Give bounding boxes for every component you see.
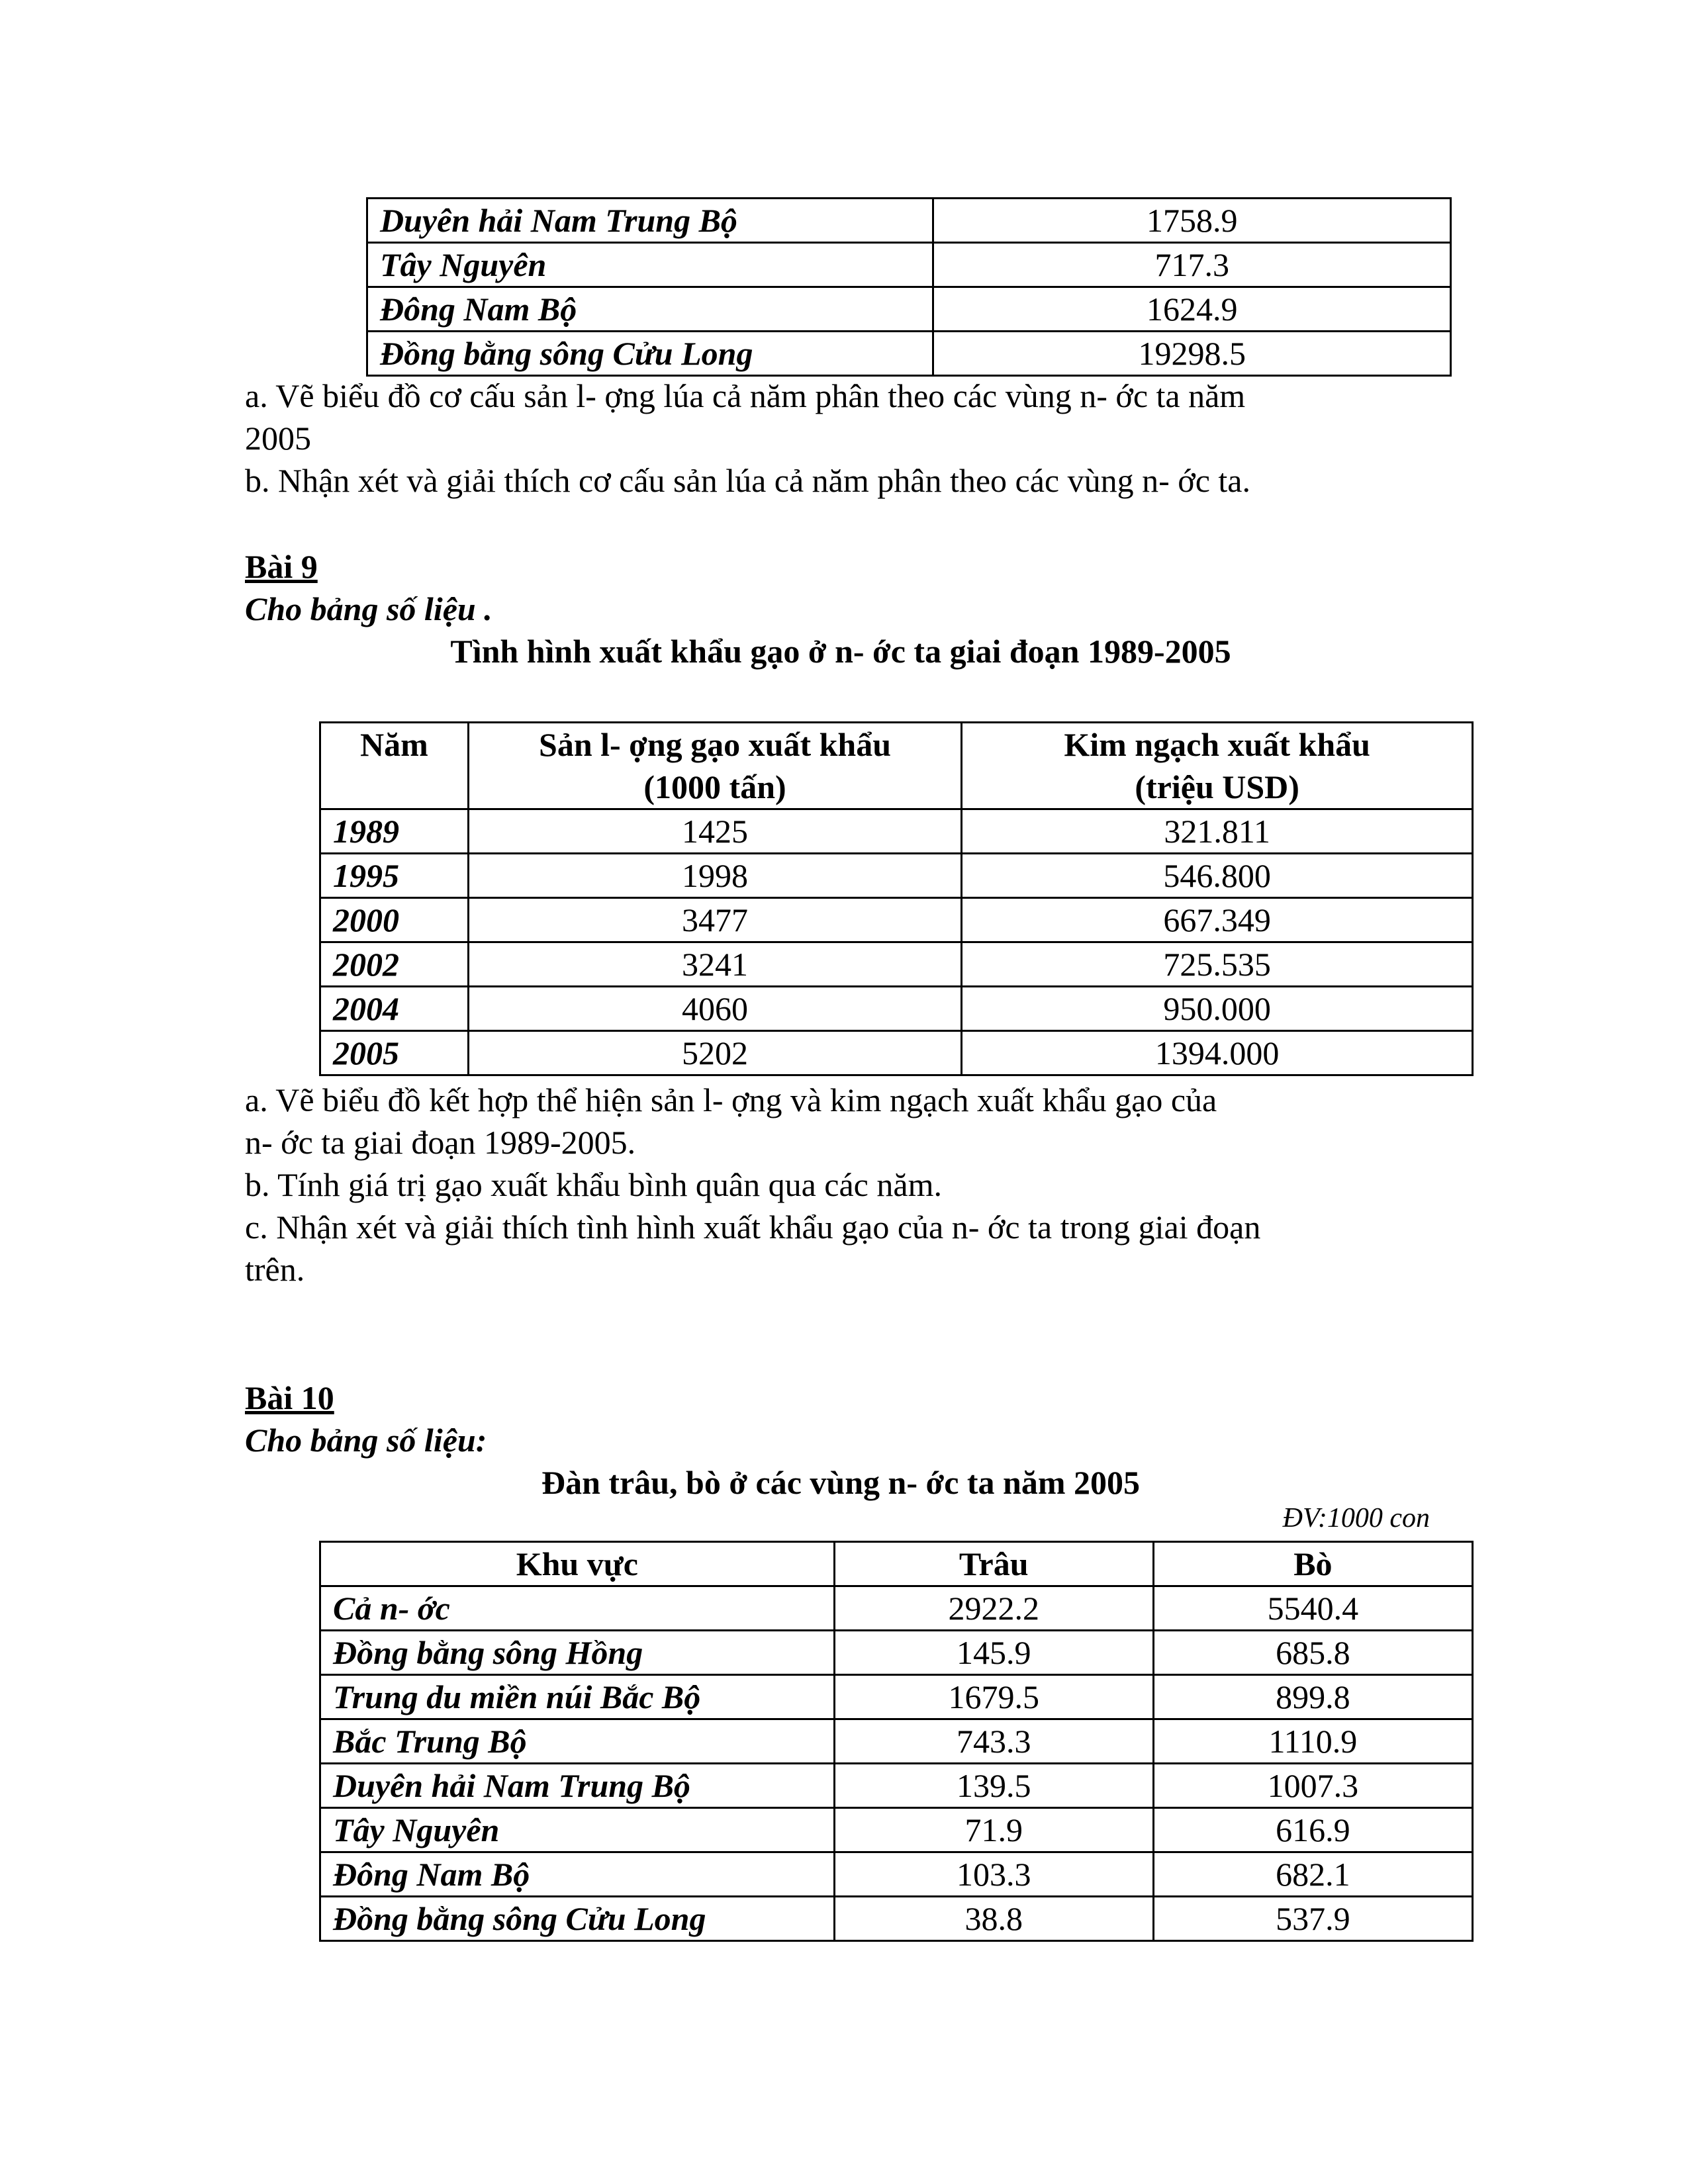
region-cell: Đông Nam Bộ	[320, 1852, 835, 1897]
col-header-value	[962, 723, 1473, 809]
cattle-cell: 1110.9	[1153, 1719, 1472, 1764]
value-cell: 19298.5	[933, 332, 1451, 376]
bai10-intro: Cho bảng số liệu:	[245, 1422, 487, 1459]
year-cell: 2004	[320, 987, 469, 1031]
value-cell: 321.811	[962, 809, 1473, 854]
table-row	[320, 1897, 1473, 1941]
value-cell: 717.3	[933, 243, 1451, 287]
year-cell: 2000	[320, 898, 469, 942]
cattle-cell: 682.1	[1153, 1852, 1472, 1897]
buffalo-cell: 103.3	[834, 1852, 1153, 1897]
buffalo-cell: 743.3	[834, 1719, 1153, 1764]
region-cell: Tây Nguyên	[367, 243, 933, 287]
region-cell: Đông Nam Bộ	[367, 287, 933, 332]
value-cell: 725.535	[962, 942, 1473, 987]
cattle-cell: 685.8	[1153, 1631, 1472, 1675]
volume-cell: 5202	[468, 1031, 962, 1075]
buffalo-cell: 1679.5	[834, 1675, 1153, 1719]
buffalo-cell: 145.9	[834, 1631, 1153, 1675]
region-cell: Đồng bằng sông Hồng	[320, 1631, 835, 1675]
volume-cell: 3241	[468, 942, 962, 987]
table-row	[320, 1586, 1473, 1631]
region-cell: Duyên hải Nam Trung Bộ	[367, 199, 933, 243]
table-row	[320, 987, 1473, 1031]
col-header-buffalo: Trâu	[834, 1542, 1153, 1586]
col-header-cattle: Bò	[1153, 1542, 1472, 1586]
region-cell: Bắc Trung Bộ	[320, 1719, 835, 1764]
bai9-question-c-line1: c. Nhận xét và giải thích tình hình xuất khẩu gạo của n- ớc ta trong giai đoạn	[245, 1208, 1261, 1246]
year-cell: 2005	[320, 1031, 469, 1075]
bai10-heading: Bài 10	[245, 1379, 334, 1416]
table-row	[320, 898, 1473, 942]
cattle-cell: 616.9	[1153, 1808, 1472, 1852]
bai10-unit-note: ĐV:1000 con	[1282, 1503, 1430, 1533]
livestock-table	[319, 1541, 1474, 1942]
value-cell: 667.349	[962, 898, 1473, 942]
bai8-question-a-line2: 2005	[245, 420, 311, 457]
table-row	[320, 1631, 1473, 1675]
table-row	[320, 942, 1473, 987]
year-cell: 2002	[320, 942, 469, 987]
bai9-table-title: Tình hình xuất khẩu gạo ở n- ớc ta giai đoạn 1989-2005	[450, 633, 1231, 670]
year-cell: 1989	[320, 809, 469, 854]
bai9-question-a-line1: a. Vẽ biểu đồ kết hợp thể hiện sản l- ợng và kim ngạch xuất khẩu gạo của	[245, 1081, 1217, 1118]
value-cell: 1394.000	[962, 1031, 1473, 1075]
region-cell: Tây Nguyên	[320, 1808, 835, 1852]
volume-cell: 1425	[468, 809, 962, 854]
buffalo-cell: 71.9	[834, 1808, 1153, 1852]
buffalo-cell: 139.5	[834, 1764, 1153, 1808]
volume-cell: 3477	[468, 898, 962, 942]
table-row	[367, 199, 1451, 243]
volume-cell: 1998	[468, 854, 962, 898]
bai9-question-a-line2: n- ớc ta giai đoạn 1989-2005.	[245, 1124, 636, 1161]
bai8-question-a-line1: a. Vẽ biểu đồ cơ cấu sản l- ợng lúa cả năm phân theo các vùng n- ớc ta năm	[245, 377, 1246, 414]
region-cell: Đồng bằng sông Cửu Long	[320, 1897, 835, 1941]
cattle-cell: 5540.4	[1153, 1586, 1472, 1631]
cattle-cell: 537.9	[1153, 1897, 1472, 1941]
col-header-value-line2: (triệu USD)	[1135, 768, 1299, 805]
year-cell: 1995	[320, 854, 469, 898]
region-cell: Cả n- ớc	[320, 1586, 835, 1631]
col-header-region: Khu vực	[320, 1542, 835, 1586]
cattle-cell: 899.8	[1153, 1675, 1472, 1719]
buffalo-cell: 38.8	[834, 1897, 1153, 1941]
value-cell: 950.000	[962, 987, 1473, 1031]
cattle-cell: 1007.3	[1153, 1764, 1472, 1808]
table-header-row	[320, 723, 1473, 809]
region-cell: Duyên hải Nam Trung Bộ	[320, 1764, 835, 1808]
table-header-row	[320, 1542, 1473, 1586]
region-cell: Đồng bằng sông Cửu Long	[367, 332, 933, 376]
table-row	[320, 809, 1473, 854]
value-cell: 1758.9	[933, 199, 1451, 243]
bai9-question-c-line2: trên.	[245, 1251, 305, 1288]
table-row	[320, 1031, 1473, 1075]
col-header-volume-line2: (1000 tấn)	[643, 768, 786, 805]
col-header-value-line1: Kim ngạch xuất khẩu	[1064, 726, 1370, 763]
bai9-question-b: b. Tính giá trị gạo xuất khẩu bình quân qua các năm.	[245, 1166, 942, 1203]
region-cell: Trung du miền núi Bắc Bộ	[320, 1675, 835, 1719]
bai9-heading: Bài 9	[245, 548, 318, 585]
table-row	[320, 1852, 1473, 1897]
bai10-table-title: Đàn trâu, bò ở các vùng n- ớc ta năm 2005	[541, 1464, 1140, 1501]
table-row	[320, 1719, 1473, 1764]
table-row	[367, 243, 1451, 287]
buffalo-cell: 2922.2	[834, 1586, 1153, 1631]
rice-export-table	[319, 721, 1474, 1076]
col-header-volume-line1: Sản l- ợng gạo xuất khẩu	[539, 726, 892, 763]
rice-production-table	[366, 197, 1452, 377]
table-row	[320, 1764, 1473, 1808]
col-header-year: Năm	[320, 723, 469, 809]
value-cell: 1624.9	[933, 287, 1451, 332]
bai9-intro: Cho bảng số liệu .	[245, 590, 492, 627]
table-row	[367, 287, 1451, 332]
value-cell: 546.800	[962, 854, 1473, 898]
table-row	[320, 1808, 1473, 1852]
table-row	[320, 1675, 1473, 1719]
bai8-question-b: b. Nhận xét và giải thích cơ cấu sản lúa cả năm phân theo các vùng n- ớc ta.	[245, 462, 1250, 499]
volume-cell: 4060	[468, 987, 962, 1031]
col-header-volume	[468, 723, 962, 809]
table-row	[367, 332, 1451, 376]
table-row	[320, 854, 1473, 898]
